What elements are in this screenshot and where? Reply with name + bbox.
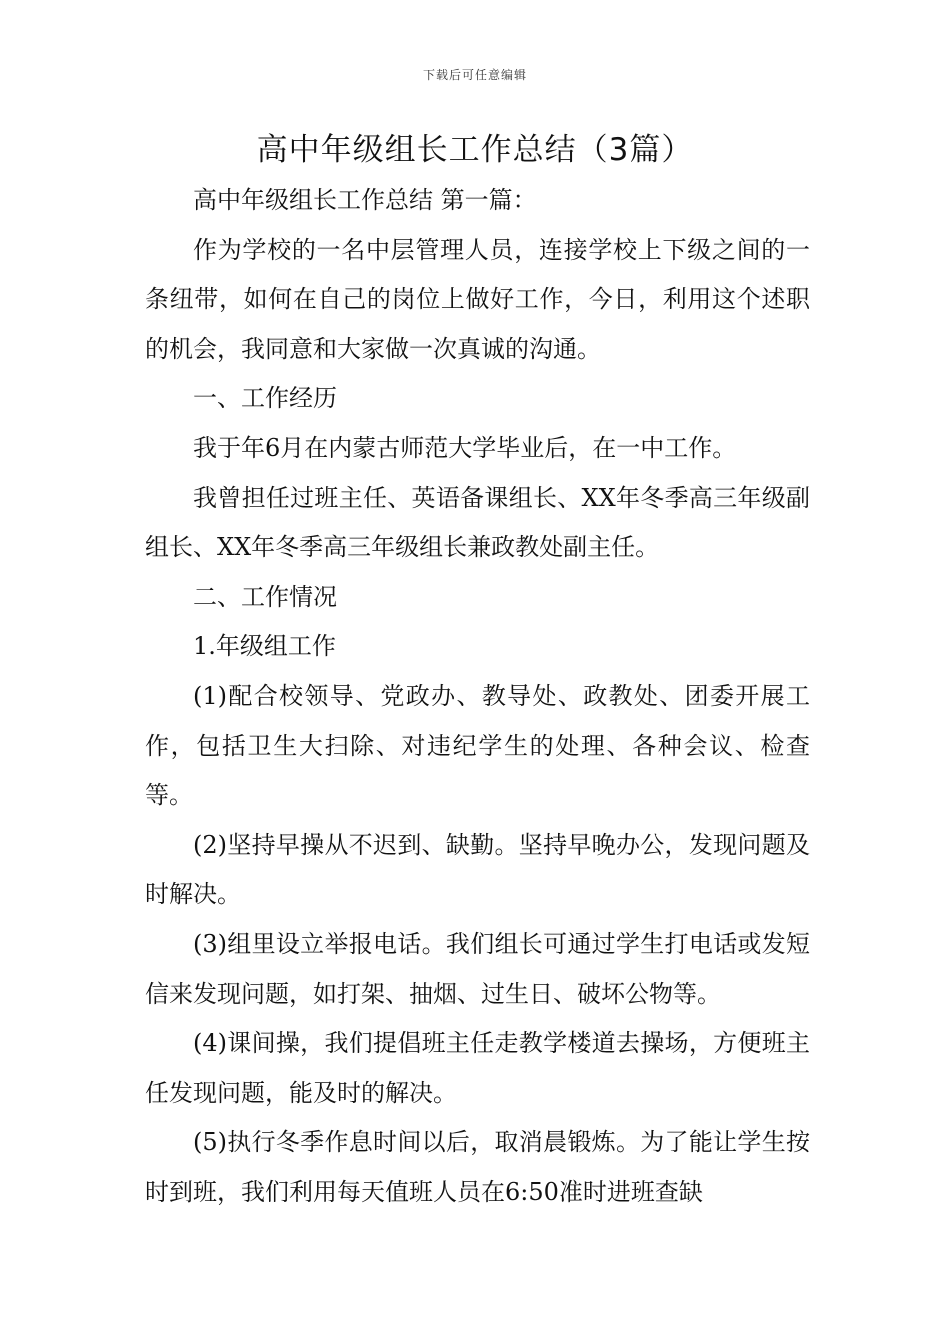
section-heading-first: 高中年级组长工作总结 第一篇： bbox=[193, 186, 537, 214]
list-item-4: (4)课间操，我们提倡班主任走教学楼道去操场，方便班主任发现问题，能及时的解决。 bbox=[145, 1029, 810, 1107]
header-note: 下载后可任意编辑 bbox=[422, 68, 527, 82]
list-item-5: (5)执行冬季作息时间以后，取消晨锻炼。为了能让学生按时到班，我们利用每天值班人员在6:50准时进班查缺 bbox=[145, 1128, 810, 1206]
paragraph-positions: 我曾担任过班主任、英语备课组长、XX年冬季高三年级副组长、XX年冬季高三年级组长兼政教处副主任。 bbox=[145, 483, 810, 562]
document-body bbox=[145, 176, 810, 1217]
section-heading-experience: 一、工作经历 bbox=[193, 384, 337, 413]
document-title: 高中年级组长工作总结（3篇） bbox=[256, 132, 694, 168]
list-item-1: (1)配合校领导、党政办、教导处、政教处、团委开展工作，包括卫生大扫除、对违纪学生的处理、各种会议、检查等。 bbox=[145, 681, 810, 810]
list-item-2: (2)坚持早操从不迟到、缺勤。坚持早晚办公，发现问题及时解决。 bbox=[145, 830, 810, 909]
section-heading-work: 二、工作情况 bbox=[193, 582, 337, 611]
list-item-3: (3)组里设立举报电话。我们组长可通过学生打电话或发短信来发现问题，如打架、抽烟、过生日、破坏公物等。 bbox=[145, 929, 810, 1008]
subheading-grade-group: 1.年级组工作 bbox=[193, 632, 336, 661]
paragraph-intro: 作为学校的一名中层管理人员，连接学校上下级之间的一条纽带，如何在自己的岗位上做好工作，今日，利用这个述职的机会，我同意和大家做一次真诚的沟通。 bbox=[145, 235, 810, 363]
paragraph-graduation: 我于年6月在内蒙古师范大学毕业后，在一中工作。 bbox=[193, 433, 737, 462]
